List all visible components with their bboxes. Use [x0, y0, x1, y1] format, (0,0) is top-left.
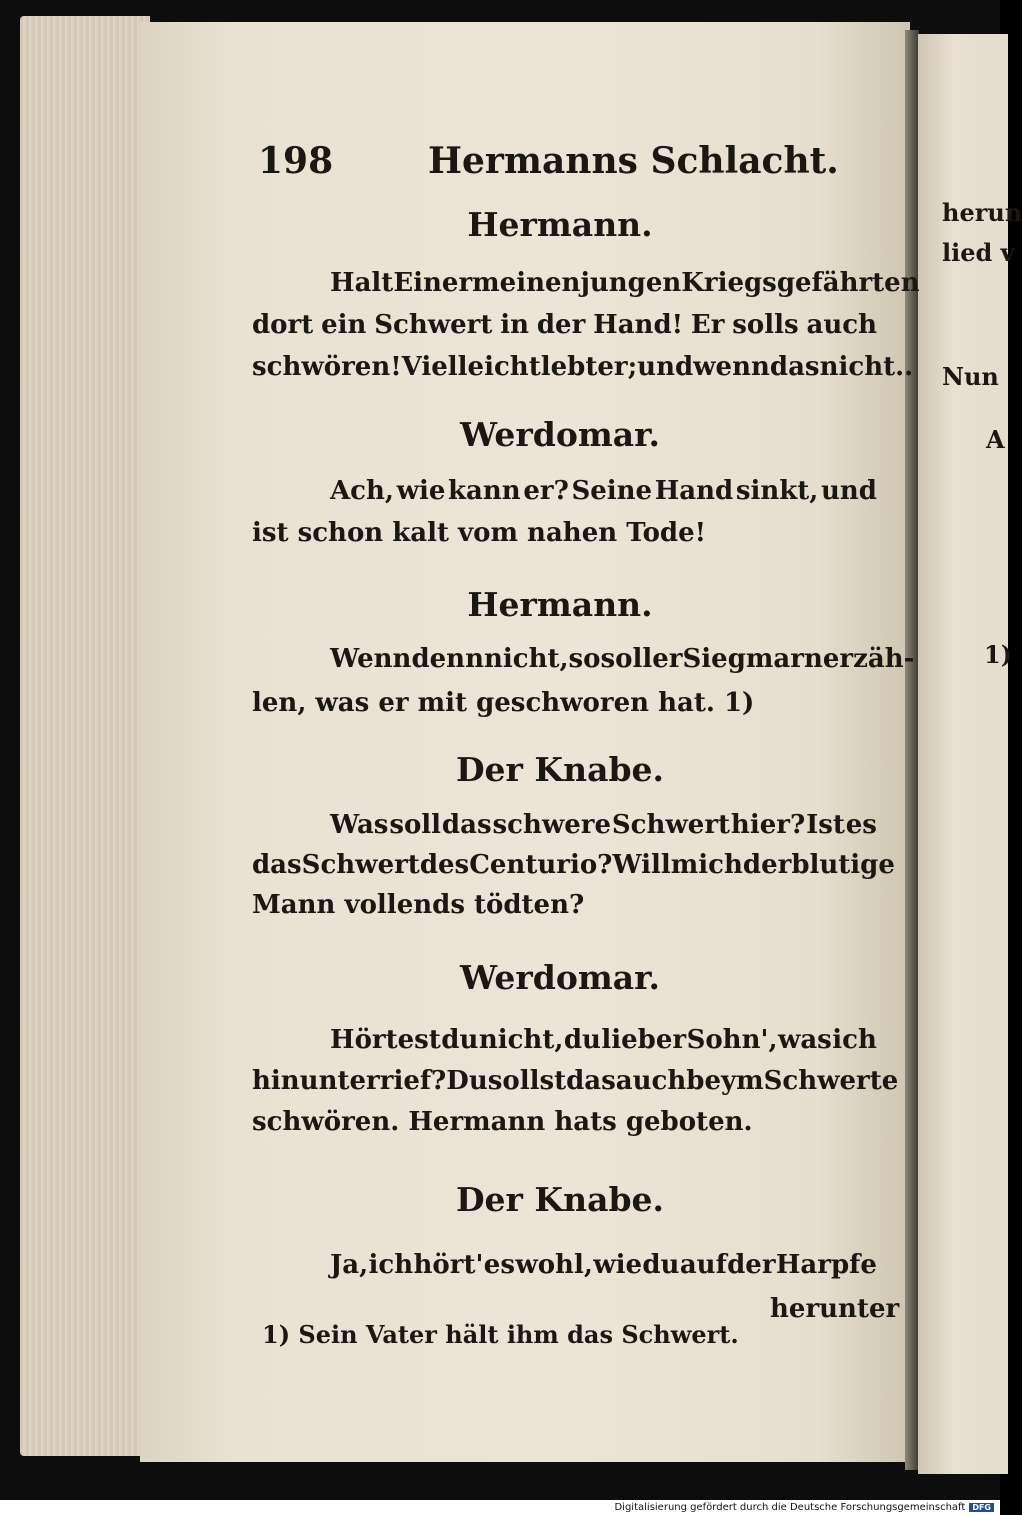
running-title: Hermanns Schlacht. — [428, 140, 839, 182]
text-line: schwören! Vielleicht lebt er; und wenn das nicht .. — [252, 352, 914, 382]
speaker-heading: Der Knabe. — [455, 750, 665, 789]
speaker-heading: Werdomar. — [460, 958, 660, 997]
next-page-text: lied v — [942, 238, 1015, 267]
text-line: Was soll das schwere Schwert hier? Ist es — [330, 810, 877, 840]
credit-text: Digitalisierung gefördert durch die Deutsche Forschungsgemeinschaft — [614, 1502, 966, 1513]
text-line: Ach, wie kann er? Seine Hand sinkt, und — [330, 476, 877, 506]
speaker-heading: Der Knabe. — [455, 1180, 665, 1219]
text-line: hinunterrief? Du sollst das auch beym Schwerte — [252, 1066, 899, 1096]
text-line: schwören. Hermann hats geboten. — [252, 1107, 753, 1137]
text-line: ist schon kalt vom nahen Tode! — [252, 518, 707, 548]
text-line: dort ein Schwert in der Hand! Er solls auch — [252, 310, 877, 340]
page-block-edges — [20, 16, 150, 1456]
speaker-heading: Werdomar. — [460, 415, 660, 454]
text-line: len, was er mit geschworen hat. 1) — [252, 688, 755, 718]
text-line: Ja, ich hört' es wohl, wie du auf der Harpfe — [330, 1250, 877, 1280]
text-line: Hörtest du nicht, du lieber Sohn', was ich — [330, 1025, 877, 1055]
text-line: Halt Einer meinen jungen Kriegsgefährten — [330, 268, 920, 298]
speaker-heading: Hermann. — [467, 205, 653, 244]
footnote: 1) Sein Vater hält ihm das Schwert. — [262, 1320, 739, 1349]
speaker-heading: Hermann. — [467, 585, 653, 624]
dfg-logo: DFG — [969, 1503, 994, 1512]
next-page-text: Nun — [942, 362, 999, 391]
next-page-text: A — [986, 425, 1005, 454]
next-page-text: 1) — [984, 640, 1013, 669]
catchword: herunter — [770, 1294, 900, 1324]
text-line: Mann vollends tödten? — [252, 890, 585, 920]
digitization-credit — [0, 1500, 1000, 1515]
text-line: das Schwert des Centurio? Will mich der blutige — [252, 850, 895, 880]
book-gutter — [905, 30, 919, 1470]
next-page-text: herun — [942, 198, 1022, 227]
text-line: Wenn denn nicht, so soll er Siegmarn erzäh- — [330, 644, 915, 674]
page-number: 198 — [258, 140, 334, 182]
